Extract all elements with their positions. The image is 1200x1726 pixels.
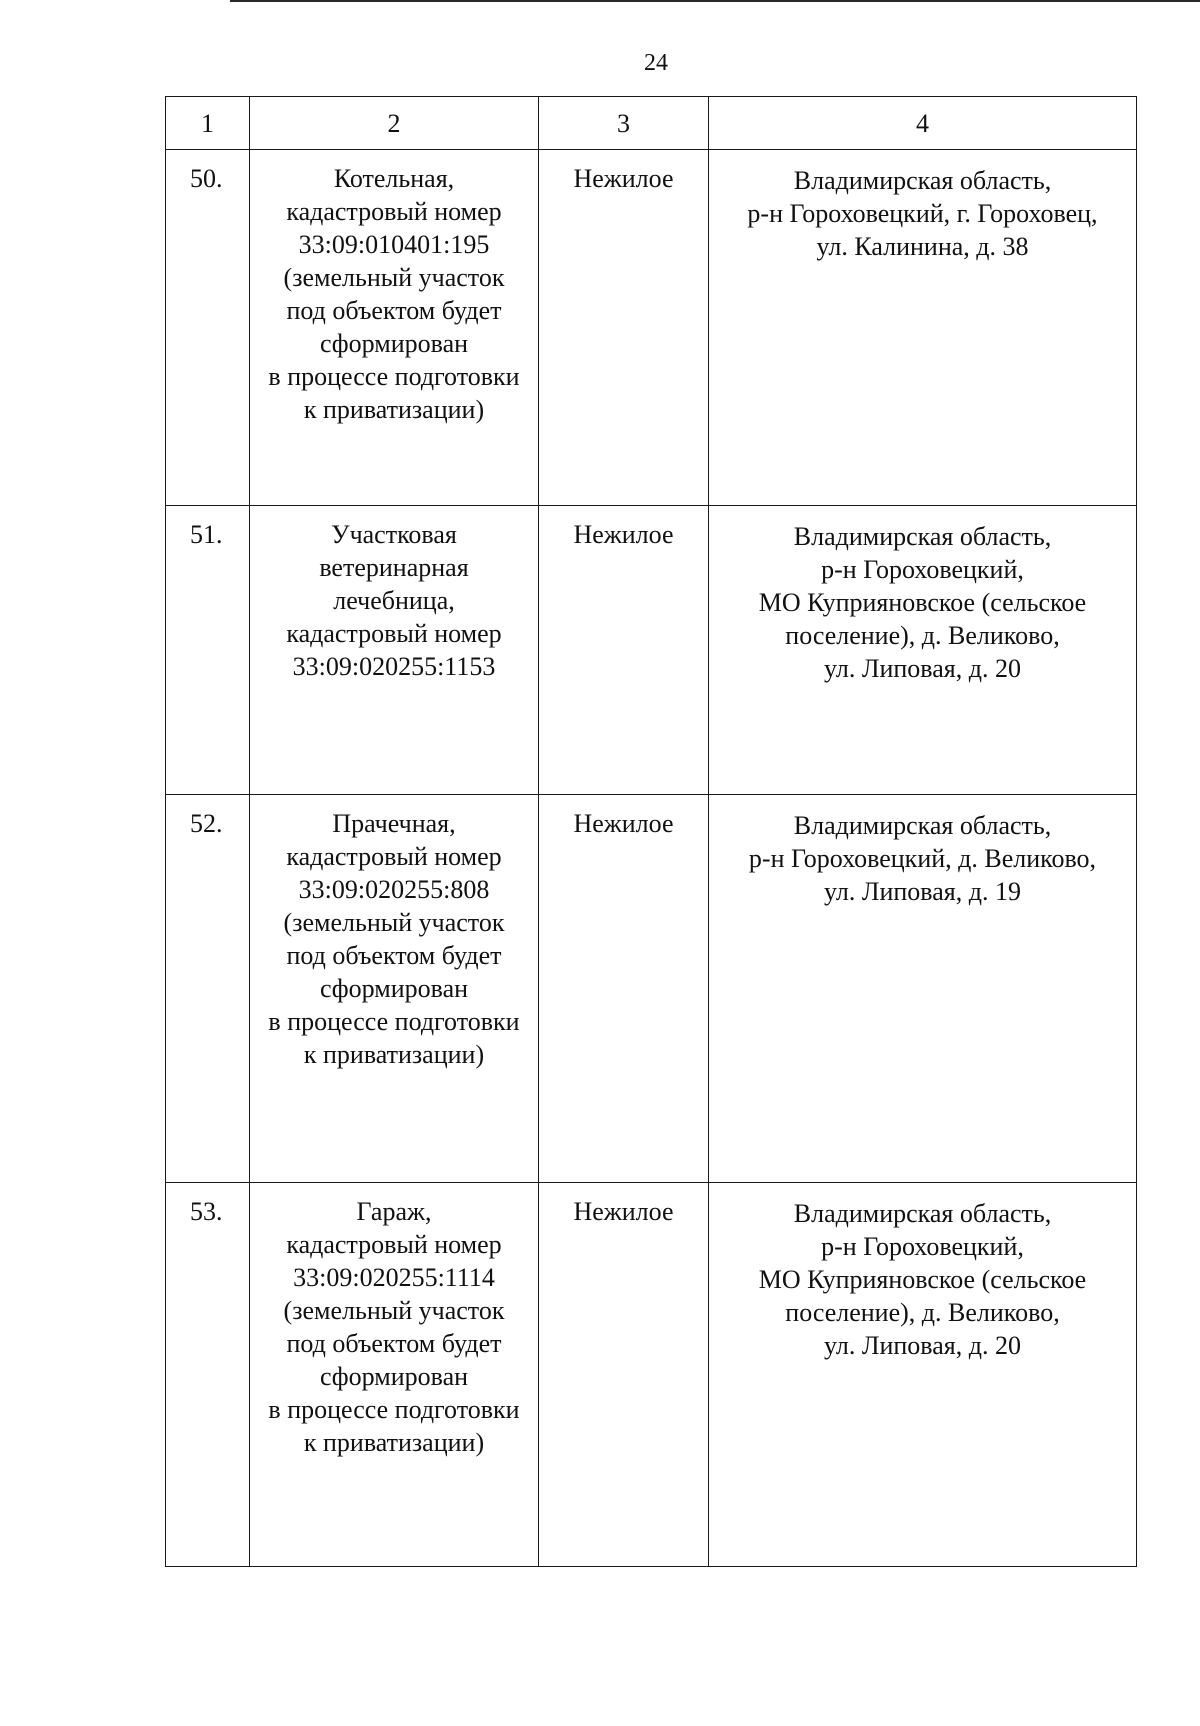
object-line: Участковая [331, 520, 457, 549]
object-line: под объектом будет [286, 1329, 502, 1358]
object-type: Нежилое [539, 150, 709, 506]
object-line: ветеринарная [319, 553, 469, 582]
object-address [709, 506, 1137, 795]
address-line: р-н Гороховецкий, д. Великово, [748, 844, 1097, 873]
object-line: к приватизации) [303, 1040, 485, 1069]
object-line: сформирован [319, 329, 469, 358]
object-address [709, 795, 1137, 1183]
object-address [709, 1183, 1137, 1567]
object-line: 33:09:020255:808 [298, 875, 490, 904]
address-line: р-н Гороховецкий, [821, 555, 1024, 584]
object-line: кадастровый номер [286, 842, 502, 871]
top-edge-rule [230, 0, 1200, 2]
object-line: кадастровый номер [286, 619, 502, 648]
object-line: в процессе подготовки [268, 1007, 520, 1036]
object-line: к приватизации) [303, 395, 485, 424]
table-row [166, 506, 1137, 795]
object-line: (земельный участок [283, 908, 505, 937]
header-col-2: 2 [250, 97, 539, 150]
object-line: 33:09:020255:1153 [292, 652, 496, 681]
object-description [250, 1183, 539, 1567]
address-line: р-н Гороховецкий, г. Гороховец, [747, 199, 1098, 228]
object-line: Гараж, [356, 1197, 432, 1226]
object-address [709, 150, 1137, 506]
object-line: к приватизации) [303, 1428, 485, 1457]
object-type: Нежилое [539, 1183, 709, 1567]
header-row [166, 97, 1137, 150]
property-table [165, 96, 1137, 1567]
object-line: в процессе подготовки [268, 1395, 520, 1424]
address-line: ул. Калинина, д. 38 [816, 232, 1029, 261]
header-col-3: 3 [539, 97, 709, 150]
object-line: лечебница, [333, 586, 455, 615]
object-line: под объектом будет [286, 296, 502, 325]
object-type: Нежилое [539, 795, 709, 1183]
object-line: 33:09:010401:195 [298, 230, 490, 259]
table-row [166, 795, 1137, 1183]
address-line: ул. Липовая, д. 20 [824, 654, 1021, 683]
address-line: МО Куприяновское (сельское [758, 588, 1087, 617]
row-number: 51. [166, 506, 250, 795]
object-description [250, 150, 539, 506]
object-line: кадастровый номер [286, 1230, 502, 1259]
object-line: сформирован [319, 1362, 469, 1391]
address-line: поселение), д. Великово, [785, 621, 1060, 650]
address-line: ул. Липовая, д. 20 [824, 1331, 1021, 1360]
table-row [166, 150, 1137, 506]
address-line: р-н Гороховецкий, [821, 1232, 1024, 1261]
address-line: Владимирская область, [793, 166, 1052, 195]
object-type: Нежилое [539, 506, 709, 795]
address-line: Владимирская область, [793, 1199, 1052, 1228]
object-line: (земельный участок [283, 263, 505, 292]
address-line: поселение), д. Великово, [785, 1298, 1060, 1327]
address-line: Владимирская область, [793, 811, 1052, 840]
object-description [250, 795, 539, 1183]
address-line: Владимирская область, [793, 522, 1052, 551]
object-line: (земельный участок [283, 1296, 505, 1325]
object-line: кадастровый номер [286, 197, 502, 226]
object-line: 33:09:020255:1114 [293, 1263, 495, 1292]
row-number: 52. [166, 795, 250, 1183]
object-line: Прачечная, [332, 809, 456, 838]
object-line: под объектом будет [286, 941, 502, 970]
object-line: сформирован [319, 974, 469, 1003]
row-number: 50. [166, 150, 250, 506]
object-line: Котельная, [333, 164, 455, 193]
address-line: МО Куприяновское (сельское [758, 1265, 1087, 1294]
object-line: в процессе подготовки [268, 362, 520, 391]
row-number: 53. [166, 1183, 250, 1567]
header-col-1: 1 [166, 97, 250, 150]
page-number: 24 [644, 50, 668, 76]
table-row [166, 1183, 1137, 1567]
header-col-4: 4 [709, 97, 1137, 150]
object-description [250, 506, 539, 795]
address-line: ул. Липовая, д. 19 [824, 877, 1021, 906]
